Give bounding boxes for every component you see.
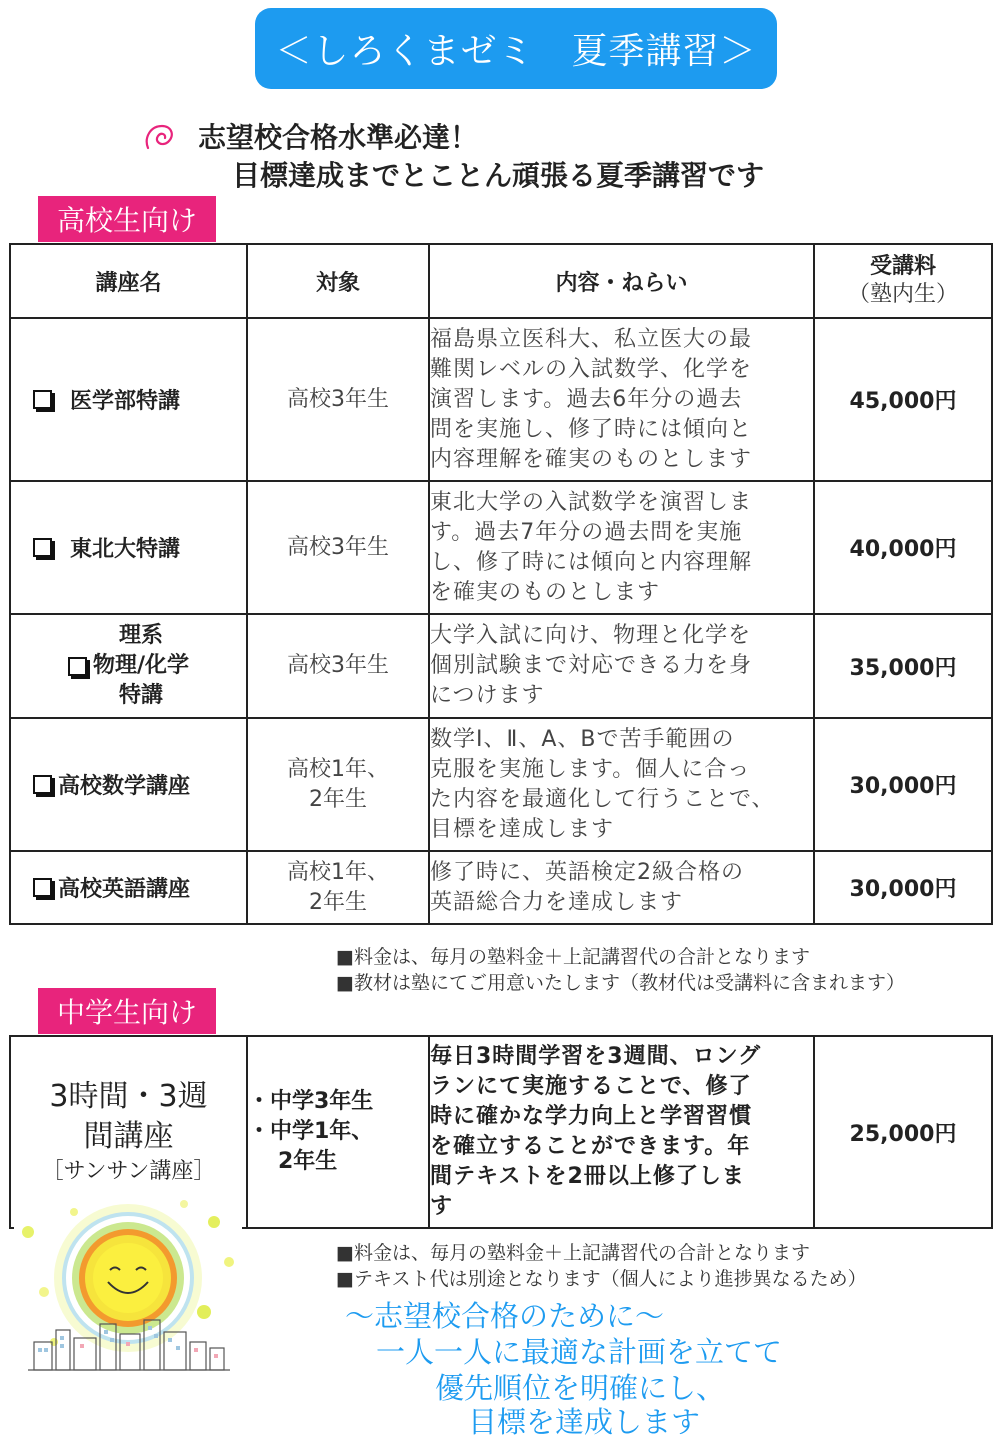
target-line: 高校1年、	[287, 859, 389, 885]
course-name-line: 特講	[118, 683, 163, 708]
content-line: た内容を最適化して行うことで、	[430, 786, 775, 812]
course-cell	[10, 318, 247, 481]
target-line: ・中学1年、	[248, 1119, 374, 1144]
table-row	[10, 718, 992, 851]
junior-high-label: 中学生向け	[38, 988, 216, 1034]
course-cell	[10, 614, 247, 718]
content-cell	[429, 1036, 814, 1228]
target-cell	[247, 718, 429, 851]
intro-line-1: 志望校合格水準必達！	[198, 121, 479, 154]
checkbox-icon[interactable]	[68, 657, 87, 676]
course-name: 高校数学講座	[58, 774, 191, 799]
target-line: ・中学3年生	[248, 1089, 374, 1114]
content-cell	[429, 718, 814, 851]
fee-cell: 35,000円	[814, 614, 992, 718]
content-line: につけます	[430, 683, 545, 708]
content-line: 間テキストを2冊以上修了しま	[430, 1164, 745, 1189]
content-cell	[429, 851, 814, 924]
course-cell	[10, 851, 247, 924]
checkbox-icon[interactable]	[33, 390, 52, 409]
content-line: 東北大学の入試数学を演習しま	[430, 489, 753, 515]
target-cell	[247, 1036, 429, 1228]
target-line: 2年生	[309, 889, 367, 915]
course-subtitle: ［サンサン講座］	[41, 1159, 216, 1184]
course-name: 東北大特講	[70, 537, 181, 562]
content-line: を確立することができます。年	[430, 1134, 751, 1159]
content-line: 福島県立医科大、私立医大の最	[430, 326, 753, 352]
note-materials: ■教材は塾にてご用意いたします（教材代は受講料に含まれます）	[336, 972, 905, 994]
title-banner: ＜しろくまゼミ 夏季講習＞	[255, 8, 777, 89]
table-row	[10, 614, 992, 718]
slogan-line-1: ～志望校合格のために～	[345, 1299, 665, 1333]
note-textbook: ■テキスト代は別途となります（個人により進捗異なるため）	[336, 1268, 867, 1290]
content-line: 時に確かな学力向上と学習習慣	[430, 1104, 753, 1129]
content-line: 演習します。過去6年分の過去	[430, 386, 743, 412]
header-course: 講座名	[10, 244, 247, 318]
course-name: 医学部特講	[70, 389, 181, 414]
content-line: 問を実施し、修了時には傾向と	[430, 416, 753, 442]
course-name-line: 間講座	[83, 1119, 174, 1154]
target-cell: 高校3年生	[247, 318, 429, 481]
note-fee: ■料金は、毎月の塾料金＋上記講習代の合計となります	[336, 946, 810, 968]
content-line: 英語総合力を達成します	[430, 889, 684, 915]
content-cell	[429, 481, 814, 614]
content-cell	[429, 614, 814, 718]
fee-cell: 30,000円	[814, 851, 992, 924]
checkbox-icon[interactable]	[33, 538, 52, 557]
content-line: し、修了時には傾向と内容理解	[430, 549, 753, 575]
table-row	[10, 481, 992, 614]
content-line: す。過去7年分の過去問を実施	[430, 519, 743, 545]
slogan-line-4: 目標を達成します	[468, 1405, 701, 1439]
sun-city-illustration	[14, 1192, 242, 1384]
checkbox-icon[interactable]	[33, 775, 52, 794]
content-line: 難関レベルの入試数学、化学を	[430, 356, 753, 382]
course-name-line: 物理/化学	[92, 653, 190, 678]
content-line: す	[430, 1194, 454, 1219]
course-name: 高校英語講座	[58, 877, 191, 902]
checkbox-icon[interactable]	[33, 878, 52, 897]
fee-cell: 30,000円	[814, 718, 992, 851]
slogan-line-2: 一人一人に最適な計画を立てて	[376, 1335, 783, 1369]
content-line: 毎日3時間学習を3週間、ロング	[430, 1044, 762, 1069]
header-content: 内容・ねらい	[429, 244, 814, 318]
table-row	[10, 851, 992, 924]
content-line: 個別試験まで対応できる力を身	[430, 653, 753, 678]
target-line: 2年生	[278, 1149, 338, 1174]
content-line: 内容理解を確実のものとします	[430, 446, 753, 472]
content-line: 目標を達成します	[430, 816, 615, 842]
content-line: を確実のものとします	[430, 579, 661, 605]
course-name-line: 理系	[118, 623, 163, 648]
slogan-line-3: 優先順位を明確にし、	[435, 1371, 726, 1405]
content-line: 克服を実施します。個人に合っ	[430, 756, 751, 782]
content-line: ランにて実施することで、修了	[430, 1074, 752, 1099]
swirl-icon	[142, 120, 178, 156]
content-line: 数学Ⅰ、Ⅱ、A、Bで苦手範囲の	[430, 726, 735, 752]
fee-cell: 25,000円	[814, 1036, 992, 1228]
course-name-line: 3時間・3週	[49, 1079, 208, 1114]
high-school-course-table	[9, 243, 993, 925]
note-fee-junior: ■料金は、毎月の塾料金＋上記講習代の合計となります	[336, 1242, 810, 1264]
header-fee-label: 受講料	[869, 254, 936, 279]
target-line: 2年生	[309, 786, 367, 812]
fee-cell: 45,000円	[814, 318, 992, 481]
content-cell	[429, 318, 814, 481]
target-cell	[247, 851, 429, 924]
table-header-row	[10, 244, 992, 318]
header-target: 対象	[247, 244, 429, 318]
content-line: 大学入試に向け、物理と化学を	[430, 623, 752, 648]
target-line: 高校1年、	[287, 756, 389, 782]
target-cell: 高校3年生	[247, 614, 429, 718]
fee-cell: 40,000円	[814, 481, 992, 614]
course-cell	[10, 481, 247, 614]
content-line: 修了時に、英語検定2級合格の	[430, 859, 744, 885]
table-row	[10, 318, 992, 481]
high-school-label: 高校生向け	[38, 196, 216, 242]
header-fee	[814, 244, 992, 318]
intro-line-2: 目標達成までとことん頑張る夏季講習です	[232, 159, 765, 192]
target-cell: 高校3年生	[247, 481, 429, 614]
course-cell	[10, 718, 247, 851]
header-fee-sub: （塾内生）	[847, 282, 958, 307]
